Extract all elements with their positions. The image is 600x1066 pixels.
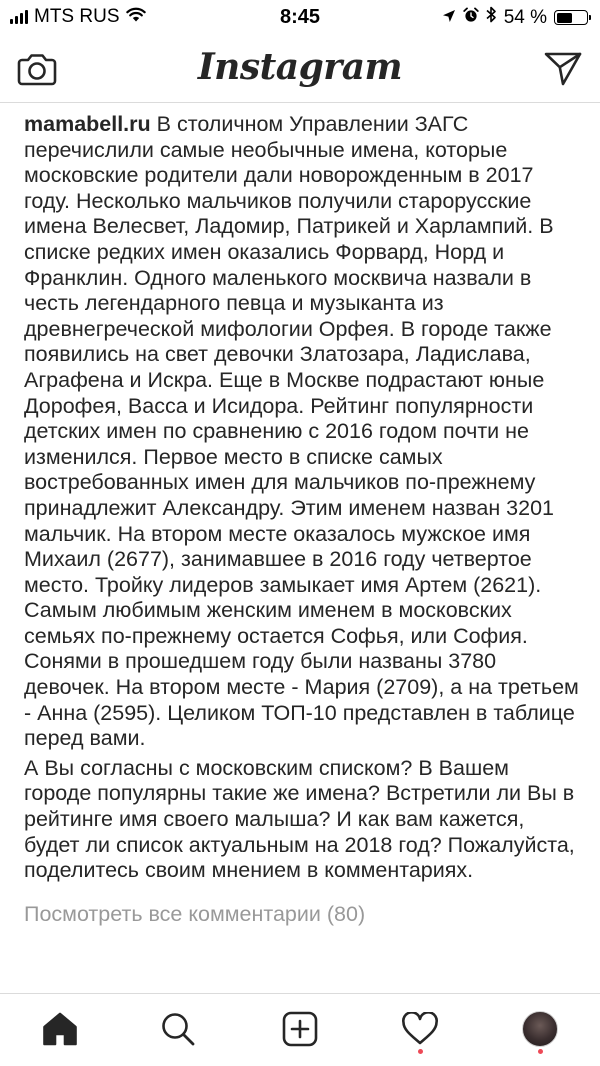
tab-home[interactable]	[30, 1004, 90, 1054]
direct-message-icon	[543, 50, 583, 88]
bluetooth-icon	[486, 6, 497, 29]
heart-icon	[401, 1012, 439, 1046]
caption-paragraph-2: А Вы согласны с московским списком? В Вашем городе популярны такие же имена? Встретили ли Вы в рейтинге имя своего малыша? И как вам кажется, будет ли список актуальным на 2018 год? Пожалуйста, поделитесь своим мнением в комментариях.	[24, 755, 575, 883]
search-icon	[160, 1011, 196, 1047]
profile-notification-dot	[538, 1049, 543, 1054]
status-right	[442, 6, 588, 29]
post-caption	[24, 112, 580, 927]
post-author-link[interactable]: mamabell.ru	[24, 112, 151, 136]
activity-notification-dot	[418, 1049, 423, 1054]
profile-avatar	[522, 1011, 558, 1047]
battery-percent: 54 %	[503, 6, 547, 28]
battery-level	[557, 13, 573, 23]
status-time: 8:45	[279, 6, 321, 28]
battery-icon	[554, 10, 588, 25]
location-arrow-icon	[442, 7, 456, 29]
instagram-logo: Instagram	[197, 46, 403, 88]
direct-message-button[interactable]	[540, 46, 586, 92]
tab-search[interactable]	[148, 1004, 208, 1054]
add-post-icon	[282, 1011, 318, 1047]
tab-profile[interactable]	[510, 1004, 570, 1054]
home-icon	[42, 1012, 78, 1046]
tab-new-post[interactable]	[270, 1004, 330, 1054]
bottom-tab-bar	[0, 993, 600, 1066]
caption-paragraph-1	[24, 112, 580, 752]
app-header	[0, 36, 600, 103]
view-all-comments-link[interactable]: Посмотреть все комментарии (80)	[24, 901, 366, 926]
carrier-name: MTS RUS	[34, 6, 120, 27]
caption-text-1: В столичном Управлении ЗАГС перечислили самые необычные имена, которые московские родители дали новорожденным в 2017 году. Несколько мальчиков получили старорусские имена Велесвет, Ладомир, Патрикей и Харлампий. В списке редких имен оказались Форвард, Норд и Франклин. Одного маленького москвича назвали в честь легендарного певца и музыканта из древнегреческой мифологии Орфея. В городе также появились на свет девочки Златозара, Ладислава, Аграфена и Искра. Еще в Москве подрастают юные Дорофея, Васса и Исидора. Рейтинг популярности детских имен по сравнению с 2016 годом почти не изменился. Первое место в списке самых востребованных имен для мальчиков по-прежнему принадлежит Александру. Этим именем назван 3201 мальчик. На втором месте оказалось мужское имя Михаил (2677), занимавшее в 2016 году четвертое место. Тройку лидеров замыкает имя Артем (2621). Самым любимым женским именем в московских семьях по-прежнему остается Софья, или София. Сонями в прошедшем году были названы 3780 девочек. На втором месте - Мария (2709), а на третьем - Анна (2595). Целиком ТОП-10 представлен в таблице перед вами.	[24, 112, 579, 751]
tab-activity[interactable]	[390, 1004, 450, 1054]
alarm-clock-icon	[463, 7, 479, 29]
status-bar	[0, 0, 600, 36]
